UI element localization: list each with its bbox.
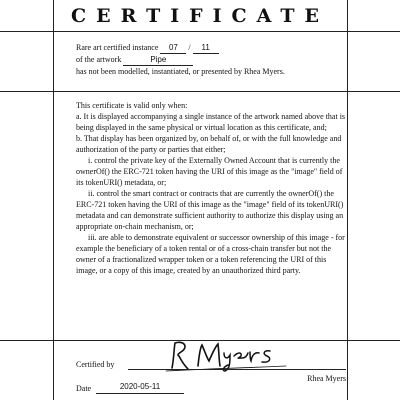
artwork-prefix: of the artwork xyxy=(76,55,122,64)
certificate-title: CERTIFICATE xyxy=(71,5,329,27)
middle-divider-line xyxy=(0,91,400,92)
instance-line xyxy=(76,42,346,54)
handwritten-signature xyxy=(162,338,290,372)
clause-b: b. That display has been organized by, on behalf of, or with the full knowledge and authorization of the party or parties that either; xyxy=(76,134,342,154)
date-line xyxy=(96,393,184,394)
clause-a: a. It is displayed accompanying a single instance of the artwork named above that is being displayed in the same physical or virtual location as this certificate, and; xyxy=(76,112,346,132)
instance-total-field: 11 xyxy=(193,43,219,54)
signer-name: Rhea Myers xyxy=(307,374,346,383)
clause-ii: ii. control the smart contract or contracts that are currently the ownerOf() the ERC-721 token having the URI of this image as the "image" field of its tokenURI() metadata and can demonstrate sufficient authority to authorize this display using an appropriate on-chain mechanism, or; xyxy=(76,189,344,231)
not-modelled-text: has not been modelled, instantiated, or presented by Rhea Myers. xyxy=(76,67,285,76)
instance-number-field: 07 xyxy=(160,43,186,54)
top-divider-line xyxy=(0,31,400,32)
clause-iii: iii. are able to demonstrate equivalent or successor ownership of this image - for example the beneficiary of a token rental or of a cross-chain transfer but not the owner of a fractionalized wrapper token or a token referencing the URI of this image, or a copy of this image, created by an unauthorized third party. xyxy=(76,233,345,275)
signature-line xyxy=(128,369,346,370)
clause-i: i. control the private key of the Externally Owned Account that is currently the ownerOf() the ERC-721 token having the URI of this image as the "image" field of its tokenURI() metadata, or; xyxy=(76,156,343,187)
date-value: 2020-05-11 xyxy=(119,382,161,391)
instance-separator: / xyxy=(188,43,191,52)
validity-conditions xyxy=(76,100,348,276)
instance-block xyxy=(76,42,346,77)
certified-by-label: Certified by xyxy=(76,360,115,369)
validity-intro: This certificate is valid only when: xyxy=(76,101,188,110)
date-label: Date xyxy=(76,384,92,393)
instance-prefix: Rare art certified instance xyxy=(76,43,159,52)
artwork-line xyxy=(76,54,346,66)
artwork-name-field: Pipe xyxy=(123,55,193,66)
